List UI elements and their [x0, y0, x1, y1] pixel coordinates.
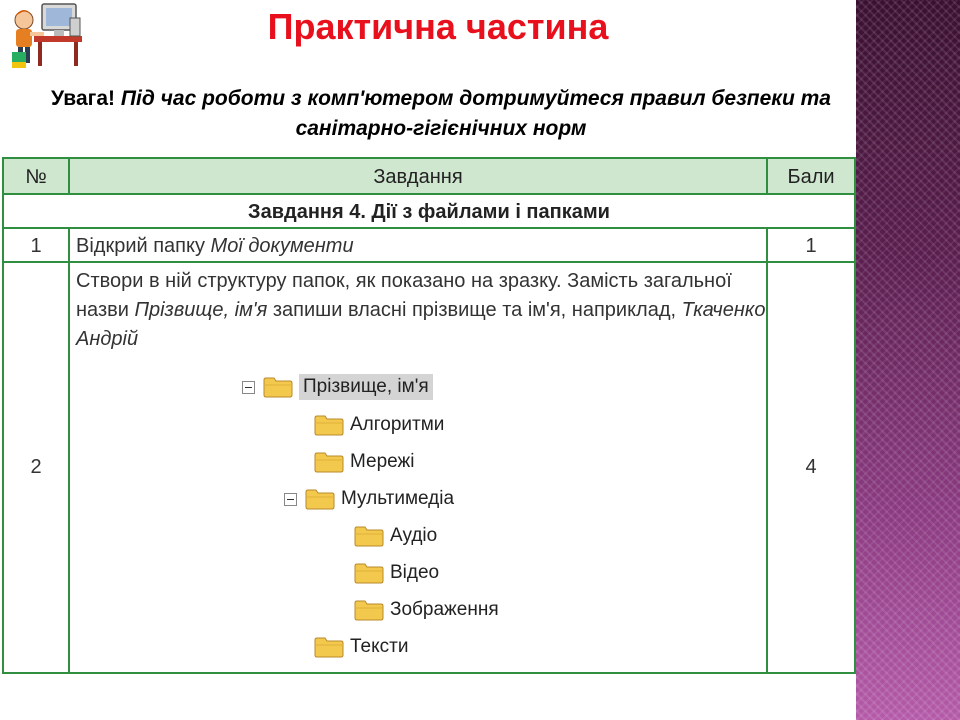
folder-icon	[305, 488, 335, 510]
tree-folder-label: Аудіо	[390, 525, 438, 546]
section-title: Завдання 4. Дії з файлами і папками	[248, 201, 610, 223]
folder-icon	[354, 525, 384, 547]
header-points: Бали	[787, 166, 835, 188]
tree-folder-label: Тексти	[350, 636, 409, 657]
folder-icon	[263, 376, 293, 398]
tree-folder-item[interactable]	[354, 520, 437, 552]
tree-folder-label: Прізвище, ім'я	[299, 374, 433, 400]
task-table	[2, 157, 856, 674]
minus-box-icon[interactable]	[284, 493, 297, 506]
tree-folder-item[interactable]	[242, 371, 433, 403]
decorative-side-band	[856, 0, 960, 720]
table-header	[4, 159, 854, 195]
folder-icon	[314, 414, 344, 436]
warning-label: Увага!	[51, 87, 116, 110]
folder-icon	[354, 599, 384, 621]
tree-folder-label: Алгоритми	[350, 414, 445, 435]
row-points: 1	[805, 235, 817, 257]
table-row	[4, 229, 854, 263]
tree-folder-label: Відео	[390, 562, 440, 583]
tree-folder-item[interactable]	[354, 557, 439, 589]
header-task: Завдання	[373, 166, 463, 188]
minus-box-icon[interactable]	[242, 381, 255, 394]
tree-folder-label: Мережі	[350, 451, 415, 472]
header-num: №	[25, 166, 47, 188]
tree-folder-label: Зображення	[390, 599, 499, 620]
tree-folder-item[interactable]	[314, 631, 408, 663]
warning-note	[20, 84, 862, 144]
warning-text: Під час роботи з комп'ютером дотримуйтеся правил безпеки та санітарно-гігієнічних норм	[120, 87, 831, 140]
folder-icon	[354, 562, 384, 584]
tree-folder-item[interactable]	[314, 409, 444, 441]
row-num: 2	[30, 456, 42, 478]
tree-folder-label: Мультимедіа	[341, 488, 455, 509]
row-points: 4	[805, 456, 817, 478]
folder-icon	[314, 451, 344, 473]
tree-folder-item[interactable]	[284, 483, 454, 515]
page-title: Практична частина	[267, 6, 609, 47]
folder-icon	[314, 636, 344, 658]
row-task: Створи в ній структуру папок, як показано на зразку. Замість загальної назви Прізвище, ім'я запиши власні прізвище та ім'я, наприклад, Ткаченко Андрій	[76, 270, 766, 350]
row-task: Відкрий папку Мої документи	[76, 235, 354, 257]
tree-folder-item[interactable]	[314, 446, 414, 478]
row-num: 1	[30, 235, 42, 257]
table-row	[4, 263, 854, 672]
tree-folder-item[interactable]	[354, 594, 499, 626]
section-row	[4, 195, 854, 229]
